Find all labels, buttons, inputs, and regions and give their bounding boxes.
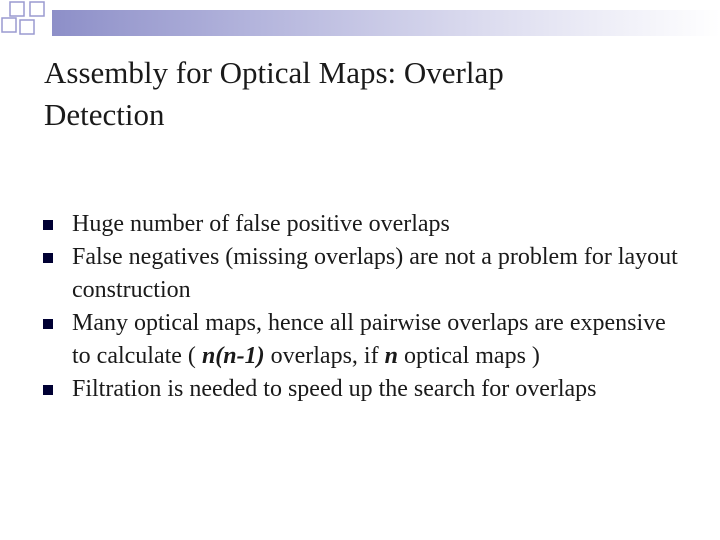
bullet-text-mid: overlaps, if (264, 343, 385, 369)
bullet-item (40, 208, 680, 241)
decorative-squares-icon (0, 0, 60, 48)
bullet-text: Huge number of false positive overlaps (72, 211, 450, 237)
bullet-item (40, 241, 680, 307)
bullet-list (40, 208, 680, 406)
bullet-item (40, 307, 680, 373)
bullet-text-pre: Many optical maps, hence all pairwise overlaps are expensive to calculate ( (72, 310, 666, 369)
square-bullet-icon (43, 220, 53, 230)
bullet-text: False negatives (missing overlaps) are not a problem for layout construction (72, 244, 678, 303)
square-bullet-icon (43, 253, 53, 263)
bullet-item (40, 373, 680, 406)
square-bullet-icon (43, 385, 53, 395)
bullet-text: Filtration is needed to speed up the search for overlaps (72, 376, 597, 402)
formula-text: n(n-1) (201, 343, 265, 369)
bullet-text-post: optical maps ) (397, 343, 540, 369)
slide-title-line1: Assembly for Optical Maps: Overlap (44, 55, 504, 90)
header-gradient-band (52, 10, 720, 36)
square-bullet-icon (43, 319, 53, 329)
slide-title (44, 52, 644, 136)
slide-title-line2: Detection (44, 97, 165, 132)
variable-text: n (384, 343, 398, 369)
